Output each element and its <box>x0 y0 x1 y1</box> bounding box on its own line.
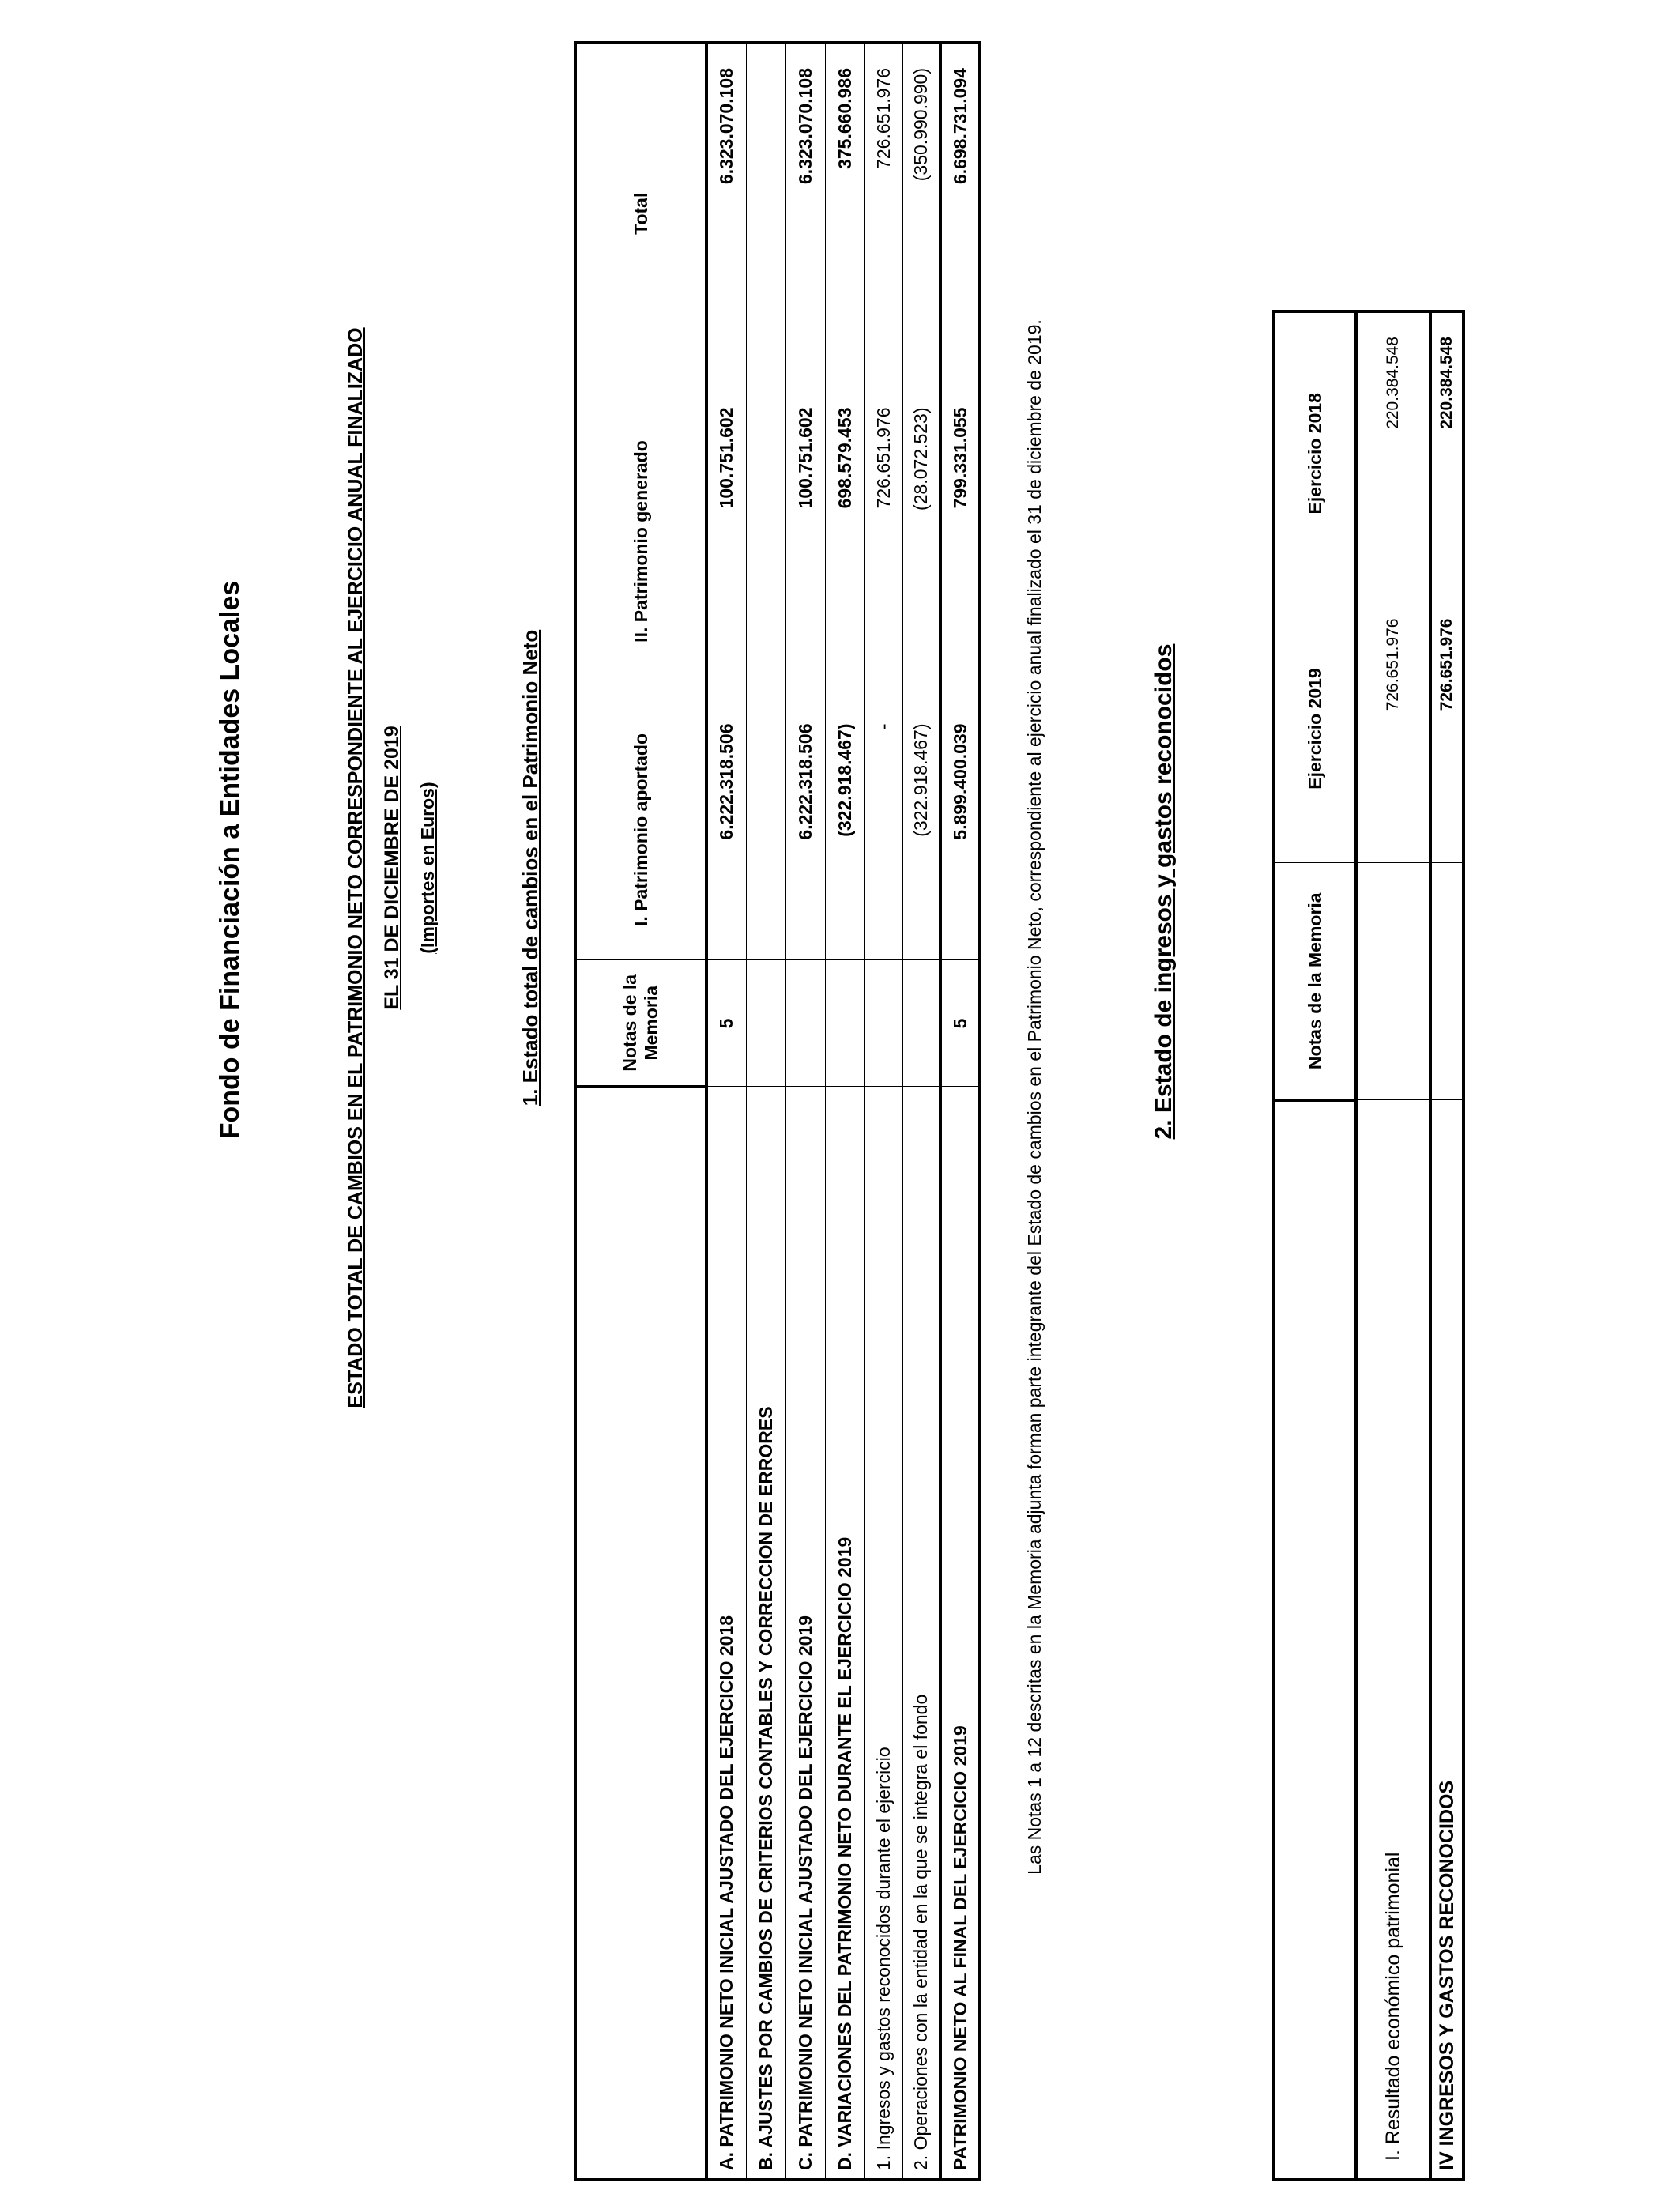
row-generado: 100.751.602 <box>706 383 746 699</box>
header-aportado: I. Patrimonio aportado <box>575 699 706 960</box>
header-blank <box>1274 1100 1356 2180</box>
org-title: Fondo de Financiación a Entidades Locales <box>215 580 245 1140</box>
row-2018: 220.384.548 <box>1356 311 1430 594</box>
header-generado: II. Patrimonio generado <box>575 383 706 699</box>
table-row <box>1356 311 1430 2180</box>
row-generado: 799.331.055 <box>940 383 980 699</box>
table-row <box>825 43 864 2180</box>
row-notas <box>902 960 940 1087</box>
row-label: D. VARIACIONES DEL PATRIMONIO NETO DURANTE EL EJERCICIO 2019 <box>825 1087 864 2180</box>
header-2018: Ejercicio 2018 <box>1274 311 1356 594</box>
table-row <box>746 43 785 2180</box>
row-aportado <box>746 699 785 960</box>
row-aportado: (322.918.467) <box>825 699 864 960</box>
table-row <box>706 43 746 2180</box>
row-2019: 726.651.976 <box>1430 594 1463 863</box>
ingresos-gastos-table <box>1272 310 1465 2181</box>
section2-title: 2. Estado de ingresos y gastos reconocidos <box>1151 643 1177 1140</box>
row-total: 6.698.731.094 <box>940 43 980 383</box>
row-aportado: - <box>864 699 902 960</box>
row-label: A. PATRIMONIO NETO INICIAL AJUSTADO DEL EJERCICIO 2018 <box>706 1087 746 2180</box>
row-2019: 726.651.976 <box>1356 594 1430 863</box>
row-label: 1. Ingresos y gastos reconocidos durante el ejercicio <box>864 1087 902 2180</box>
report-title-line3: (Importes en Euros) <box>417 782 438 954</box>
row-notas <box>785 960 825 1087</box>
row-total: 375.660.986 <box>825 43 864 383</box>
row-total: (350.990.990) <box>902 43 940 383</box>
row-label: PATRIMONIO NETO AL FINAL DEL EJERCICIO 2019 <box>940 1087 980 2180</box>
row-generado: 100.751.602 <box>785 383 825 699</box>
row-generado: 726.651.976 <box>864 383 902 699</box>
row-generado: 698.579.453 <box>825 383 864 699</box>
row-notas <box>864 960 902 1087</box>
row-notas <box>746 960 785 1087</box>
row-notas: 5 <box>706 960 746 1087</box>
header-notas: Notas de la Memoria <box>1274 863 1356 1100</box>
row-aportado: 5.899.400.039 <box>940 699 980 960</box>
row-aportado: (322.918.467) <box>902 699 940 960</box>
report-title-line1: ESTADO TOTAL DE CAMBIOS EN EL PATRIMONIO NETO CORRESPONDIENTE AL EJERCICIO ANUAL FINALIZADO <box>345 327 367 1408</box>
header-notas: Notas de la Memoria <box>575 960 706 1087</box>
row-notas <box>1430 863 1463 1100</box>
header-row <box>1274 311 1356 2180</box>
row-2018: 220.384.548 <box>1430 311 1463 594</box>
row-label: IV INGRESOS Y GASTOS RECONOCIDOS <box>1430 1100 1463 2180</box>
header-blank <box>575 1087 706 2180</box>
footnote: Las Notas 1 a 12 descritas en la Memoria adjunta forman parte integrante del Estado de cambios en el Patrimonio Neto, correspondiente al ejercicio anual finalizado el 31 de diciembre de 2019. <box>1024 319 1045 1875</box>
table-row <box>940 43 980 2180</box>
report-title-line2: EL 31 DE DICIEMBRE DE 2019 <box>381 726 403 1010</box>
table-row <box>785 43 825 2180</box>
row-notas <box>825 960 864 1087</box>
row-notas: 5 <box>940 960 980 1087</box>
row-total: 726.651.976 <box>864 43 902 383</box>
row-notas <box>1356 863 1430 1100</box>
row-aportado: 6.222.318.506 <box>706 699 746 960</box>
row-label: 2. Operaciones con la entidad en la que se integra el fondo <box>902 1087 940 2180</box>
header-row <box>575 43 706 2180</box>
section1-title: 1. Estado total de cambios en el Patrimonio Neto <box>518 629 542 1106</box>
row-aportado: 6.222.318.506 <box>785 699 825 960</box>
row-total: 6.323.070.108 <box>706 43 746 383</box>
row-total: 6.323.070.108 <box>785 43 825 383</box>
patrimonio-neto-table <box>574 41 981 2181</box>
header-total: Total <box>575 43 706 383</box>
table-row <box>902 43 940 2180</box>
row-label: I. Resultado económico patrimonial <box>1356 1100 1430 2180</box>
row-label: C. PATRIMONIO NETO INICIAL AJUSTADO DEL EJERCICIO 2019 <box>785 1087 825 2180</box>
row-total <box>746 43 785 383</box>
row-label: B. AJUSTES POR CAMBIOS DE CRITERIOS CONTABLES Y CORRECCION DE ERRORES <box>746 1087 785 2180</box>
row-generado: (28.072.523) <box>902 383 940 699</box>
header-2019: Ejercicio 2019 <box>1274 594 1356 863</box>
row-generado <box>746 383 785 699</box>
table-row <box>864 43 902 2180</box>
table-row <box>1430 311 1463 2180</box>
